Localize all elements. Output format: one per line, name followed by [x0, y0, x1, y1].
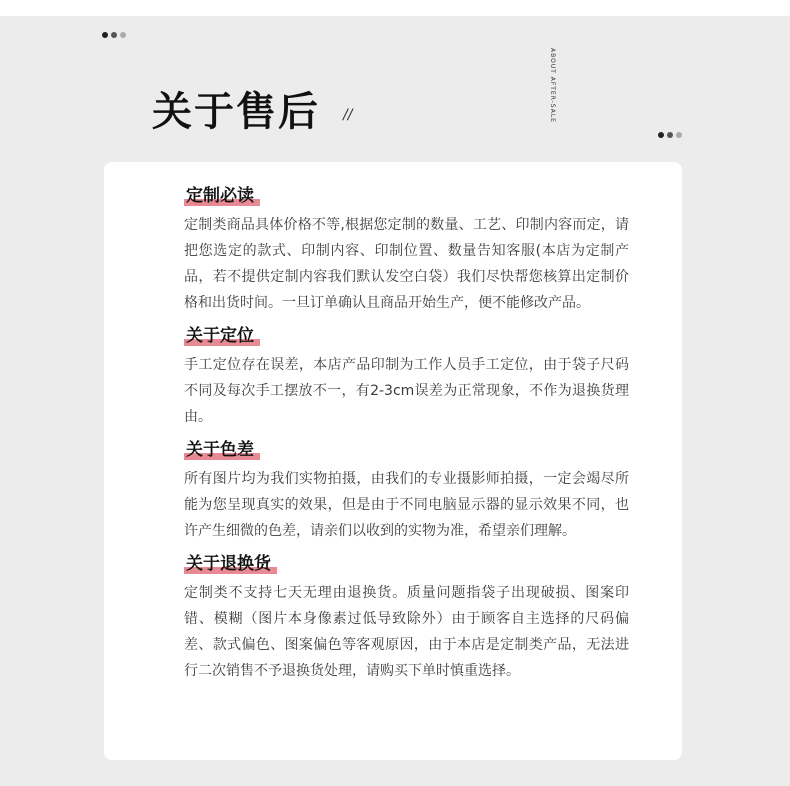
- dot-icon: [658, 132, 664, 138]
- section-title-text: 关于定位: [186, 326, 254, 346]
- content-card: [104, 162, 682, 760]
- section-title: [184, 438, 256, 462]
- vertical-label: ABOUT AFTER-SALE: [549, 48, 556, 123]
- section-title-text: 定制必读: [186, 186, 254, 206]
- decorative-dots-right: [658, 132, 682, 138]
- section-body: 定制类不支持七天无理由退换货。质量问题指袋子出现破损、图案印错、模糊（图片本身像素过低导致除外）由于顾客自主选择的尺码偏差、款式偏色、图案偏色等客观原因，由于本店是定制类产品，无法进行二次销售不予退换货处理，请购买下单时慎重选择。: [184, 585, 629, 679]
- section-returns: [184, 552, 629, 684]
- section-title: [184, 184, 256, 208]
- section-body: 手工定位存在误差，本店产品印制为工作人员手工定位，由于袋子尺码不同及每次手工摆放不一，有2-3cm误差为正常现象，不作为退换货理由。: [184, 357, 629, 425]
- section-positioning: [184, 324, 629, 430]
- dot-icon: [102, 32, 108, 38]
- page-title: 关于售后: [152, 89, 320, 135]
- decorative-dots-top: [102, 32, 126, 38]
- section-list: [184, 184, 629, 692]
- section-color-difference: [184, 438, 629, 544]
- section-title: [184, 552, 273, 576]
- dot-icon: [676, 132, 682, 138]
- section-body: 定制类商品具体价格不等,根据您定制的数量、工艺、印制内容而定，请把您选定的款式、印制内容、印制位置、数量告知客服(本店为定制产品，若不提供定制内容我们默认发空白袋）我们尽快帮您核算出定制价格和出货时间。一旦订单确认且商品开始生产，便不能修改产品。: [184, 217, 629, 311]
- dot-icon: [667, 132, 673, 138]
- dot-icon: [120, 32, 126, 38]
- section-custom-notice: [184, 184, 629, 316]
- section-title: [184, 324, 256, 348]
- title-slashes: //: [343, 107, 353, 123]
- section-title-text: 关于退换货: [186, 554, 271, 574]
- section-body: 所有图片均为我们实物拍摄，由我们的专业摄影师拍摄，一定会竭尽所能为您呈现真实的效果，但是由于不同电脑显示器的显示效果不同，也许产生细微的色差，请亲们以收到的实物为准，希望亲们理解。: [184, 471, 629, 539]
- dot-icon: [111, 32, 117, 38]
- section-title-text: 关于色差: [186, 440, 254, 460]
